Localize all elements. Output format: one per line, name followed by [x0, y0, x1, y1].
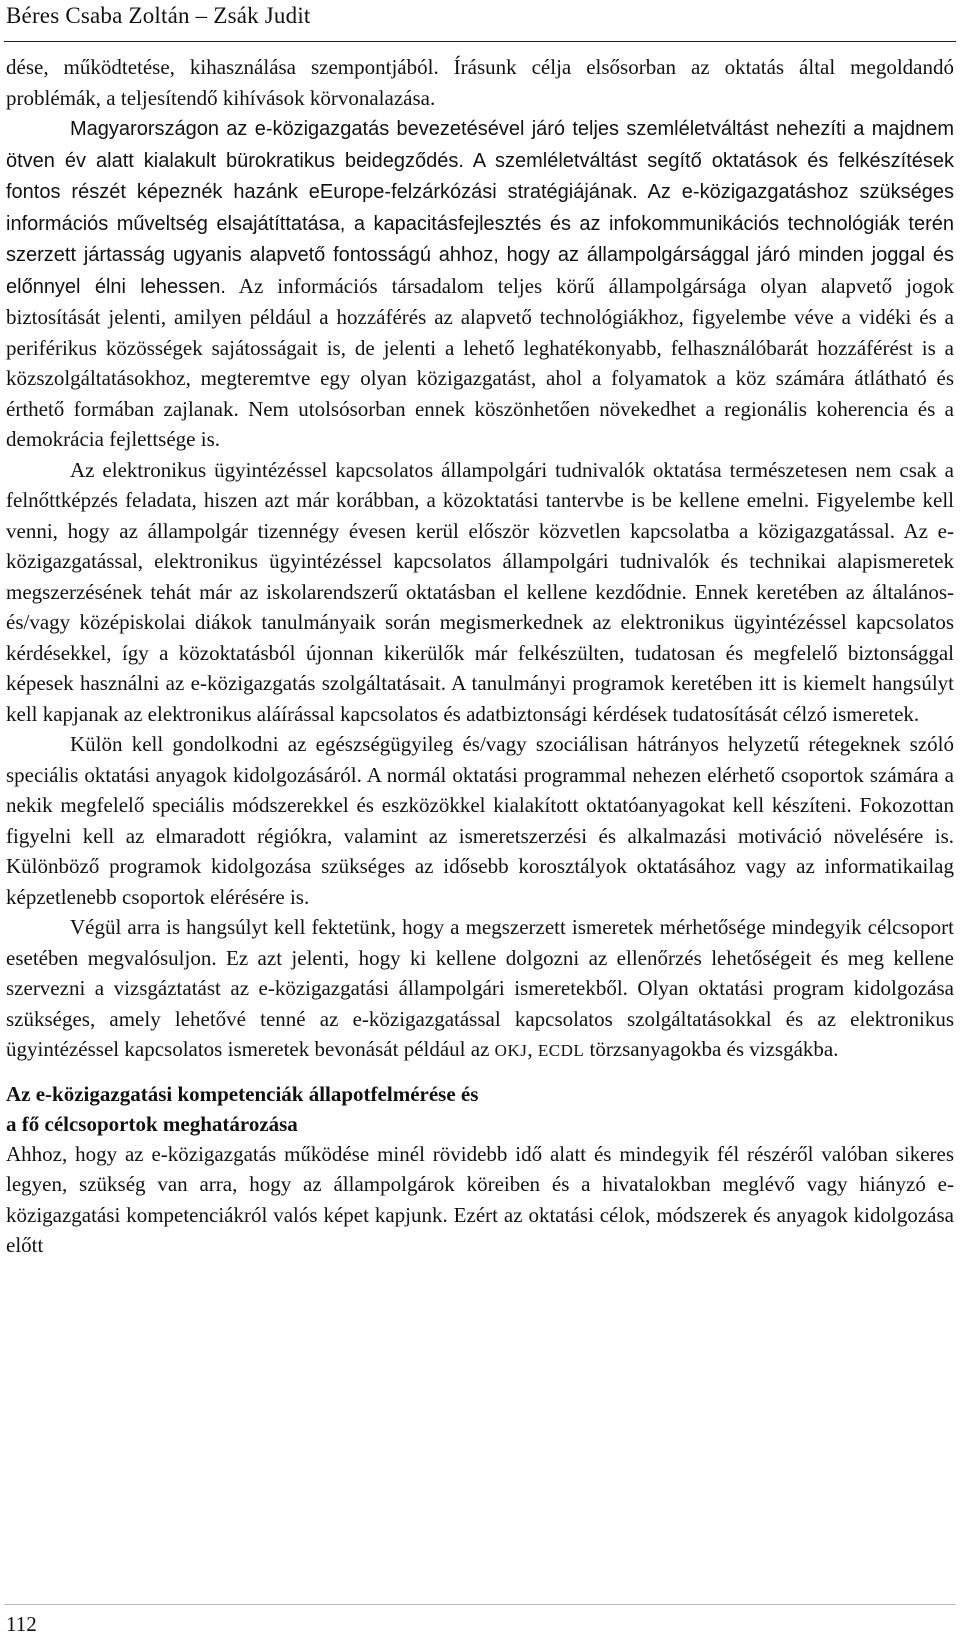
paragraph-serif-segment: Az információs társadalom teljes körű állampolgársága olyan alapvető jogok biztosítását jelenti, amilyen például a hozzáférés az alapvető technológiákhoz, figyelembe véve a vidéki és a periférikus közösségek sajátosságait is, de jelenti a lehető leghatékonyabb, felhasználóbarát hozzáférést is a közszolgáltatásokhoz, megteremtve egy olyan közigazgatást, ahol a folyamatok a köz számára átlátható és érthető formában zajlanak. Nem utolsósorban ennek köszönhetően növekedhet a regionális koherencia és a demokrácia fejlettsége is.	[6, 273, 954, 451]
paragraph-mindset-change	[6, 113, 954, 455]
paragraph-section-intro: Ahhoz, hogy az e-közigazgatás működése minél rövidebb idő alatt és mindegyik fél részéről valóban sikeres legyen, szükség van arra, hogy az állampolgárok köreiben és a hivatalokban meglévő vagy hiányzó e-közigazgatási kompetenciákról valós képet kapjunk. Ezért az oktatási célok, módszerek és anyagok kidolgozása előtt	[6, 1141, 954, 1257]
section-heading-line-2: a fő célcsoportok meghatározása	[6, 1111, 298, 1136]
section-heading-line-1: Az e-közigazgatási kompetenciák állapotfelmérése és	[6, 1081, 479, 1106]
measurability-text-end: törzsanyagokba és vizsgákba.	[584, 1037, 839, 1061]
paragraph-disadvantaged-groups: Külön kell gondolkodni az egészségügyileg és/vagy szociálisan hátrányos helyzetű rétegeknek szóló speciális oktatási anyagok kidolgozásáról. A normál oktatási programmal nehezen elérhető csoportok számára a nekik megfelelő speciális módszerekkel és eszközökkel kialakított oktatóanyagokat kell készíteni. Fokozottan figyelni kell az elmaradott régiókra, valamint az ismeretszerzési és alkalmazási motiváció növelésére is. Különböző programok kidolgozása szükséges az idősebb korosztályok oktatásához vagy az informatikailag képzetlenebb csoportok elérésére is.	[6, 732, 954, 909]
paragraph-intro-fragment: dése, működtetése, kihasználása szempontjából. Írásunk célja elsősorban az oktatás által megoldandó problémák, a teljesítendő kihívások körvonalazása.	[6, 55, 954, 110]
paragraph-measurability	[6, 912, 954, 1067]
footer-rule	[4, 1604, 956, 1605]
paragraph-citizen-education: Az elektronikus ügyintézéssel kapcsolatos állampolgári tudnivalók oktatása természetesen nem csak a felnőttképzés feladata, hiszen azt már korábban, a közoktatási tantervbe is be kellene emelni. Figyelembe kell venni, hogy az állampolgár tizennégy évesen kerül először közvetlen kapcsolatba a közigazgatással. Az e-közigazgatással, elektronikus ügyintézéssel kapcsolatos állampolgári tudnivalók és technikai alapismeretek megszerzésének tehát már az iskolarendszerű oktatásban el kellene kezdődnie. Ennek keretében az általános- és/vagy középiskolai diákok tanulmányaik során megismerkednek az elektronikus ügyintézéssel kapcsolatos kérdésekkel, így a közoktatásból újonnan kikerülők már felkészülten, tudatosan és megfelelő biztonsággal képesek használni az e-közigazgatás szolgáltatásait. A tanulmányi programok keretében itt is kiemelt hangsúlyt kell kapjanak az elektronikus aláírással kapcsolatos és adatbiztonsági kérdések tudatosítását célzó ismeretek.	[6, 457, 954, 726]
measurability-text: Végül arra is hangsúlyt kell fektetünk, hogy a megszerzett ismeretek mérhetősége mindegyik célcsoport esetében megvalósuljon. Ez azt jelenti, hogy ki kellene dolgozni az ellenőrzés lehetőségeit és meg kellene szervezni a vizsgáztatást az e-közigazgatási állampolgári ismeretekből. Olyan oktatási program kidolgozása szükséges, amely lehetővé tenné az e-közigazgatással kapcsolatos szolgáltatásokkal és az elektronikus ügyintézéssel kapcsolatos ismeretek bevonását például az	[6, 915, 954, 1061]
okj-abbreviation: OKJ	[494, 1041, 528, 1060]
page-number: 112	[6, 1612, 37, 1636]
body-text	[6, 52, 954, 1261]
ecdl-abbreviation: ECDL	[537, 1041, 585, 1060]
paragraph-sans-segment: Magyarországon az e-közigazgatás bevezetésével járó teljes szemléletváltást nehezíti a majdnem ötven év alatt kialakult bürokratikus beidegződés. A szemléletváltást segítő oktatások és felkészítések fontos részét képeznék hazánk eEurope-felzárkózási stratégiájának. Az e-közigazgatáshoz szükséges információs műveltség elsajátíttatása, a kapacitásfejlesztés és az infokommunikációs technológiák terén szerzett jártasság ugyanis alapvető fontosságú ahhoz, hogy az állampolgársággal járó minden joggal és előnnyel élni lehessen.	[6, 118, 954, 298]
section-heading	[6, 1079, 954, 1139]
header-rule	[4, 41, 956, 42]
abbreviation-separator: ,	[527, 1037, 538, 1061]
running-head: Béres Csaba Zoltán – Zsák Judit	[6, 3, 311, 28]
